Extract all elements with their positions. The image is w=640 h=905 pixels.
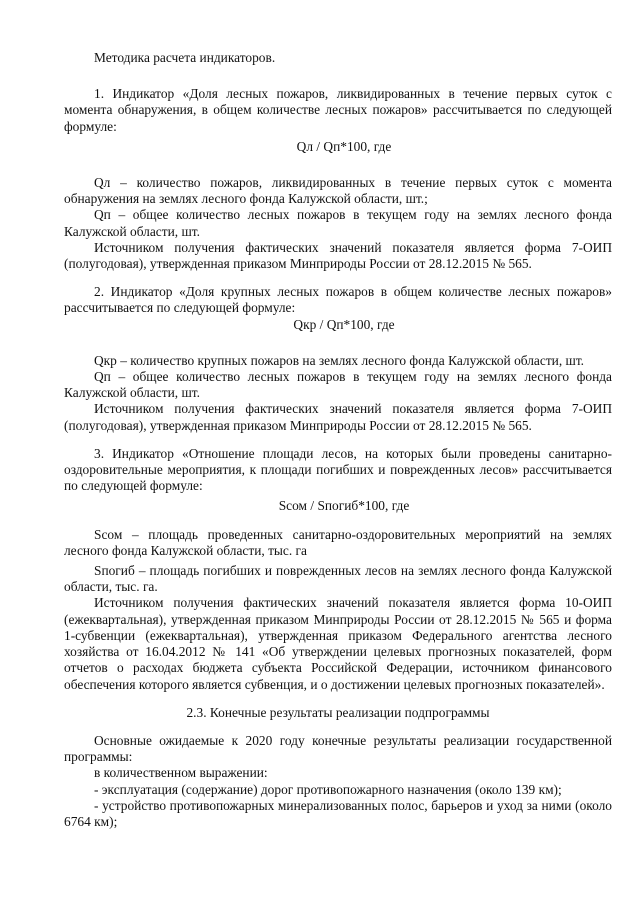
results-heading: 2.3. Конечные результаты реализации подпрограммы <box>186 704 490 720</box>
results-intro: Основные ожидаемые к 2020 году конечные результаты реализации государственной программы: <box>64 732 612 765</box>
indicator-2-formula: Qкр / Qп*100, где <box>293 316 395 332</box>
indicator-3-definition-spogib: Sпогиб – площадь погибших и поврежденных лесов на землях лесного фонда Калужской области, тыс. га. <box>64 563 612 595</box>
indicator-1-source: Источником получения фактических значений показателя является форма 7-ОИП (полугодовая), утвержденная приказом Минприроды России от 28.12.2015 № 565. <box>64 239 612 272</box>
indicator-3-source: Источником получения фактических значений показателя является форма 10-ОИП (ежеквартальная), утвержденная приказом Минприроды России от 28.12.2015 № 565 и форма 1-субвенции (ежеквартальная), утвержденная приказом Федерального агентства лесного хозяйства от 16.04.2012 № 141 «Об утверждении целевых прогнозных показателей, форм отчетов о расходах бюджета субъекта Российской Федерации, источником финансового обеспечения которого является субвенция, и о достижении целевых прогнозных показателей». <box>64 595 612 692</box>
results-item-roads: - эксплуатация (содержание) дорог противопожарного назначения (около 139 км); <box>94 781 562 797</box>
indicator-1-definition-ql: Qл – количество пожаров, ликвидированных в течение первых суток с момента обнаружения на землях лесного фонда Калужской области, шт.; <box>64 175 612 207</box>
indicator-2-definition-qkr: Qкр – количество крупных пожаров на землях лесного фонда Калужской области, шт. <box>94 352 585 368</box>
indicator-3-definition-scom: Sсом – площадь проведенных санитарно-оздоровительных мероприятий на землях лесного фонда Калужской области, тыс. га <box>64 526 612 558</box>
indicator-1-definition-qp: Qп – общее количество лесных пожаров в текущем году на землях лесного фонда Калужской области, шт. <box>64 207 612 239</box>
methodology-title: Методика расчета индикаторов. <box>94 50 276 65</box>
indicator-2-source: Источником получения фактических значений показателя является форма 7-ОИП (полугодовая), утвержденная приказом Минприроды России от 28.12.2015 № 565. <box>64 401 612 433</box>
indicator-1-formula: Qл / Qп*100, где <box>296 138 392 154</box>
indicator-2-intro: 2. Индикатор «Доля крупных лесных пожаров в общем количестве лесных пожаров» рассчитывается по следующей формуле: <box>64 284 612 316</box>
document-page <box>64 50 612 830</box>
indicator-2-definition-qp: Qп – общее количество лесных пожаров в текущем году на землях лесного фонда Калужской области, шт. <box>64 369 612 401</box>
indicator-3-formula: Sсом / Sпогиб*100, где <box>278 498 410 514</box>
results-item-firebreaks: - устройство противопожарных минерализованных полос, барьеров и уход за ними (около 6764 км); <box>64 797 612 829</box>
indicator-3-intro: 3. Индикатор «Отношение площади лесов, на которых были проведены санитарно-оздоровительные мероприятия, к площади погибших и поврежденных лесов» рассчитывается по следующей формуле: <box>64 445 612 494</box>
results-quantitative-label: в количественном выражении: <box>94 765 268 781</box>
indicator-1-intro: 1. Индикатор «Доля лесных пожаров, ликвидированных в течение первых суток с момента обнаружения, в общем количестве лесных пожаров» рассчитывается по следующей формуле: <box>64 86 612 134</box>
